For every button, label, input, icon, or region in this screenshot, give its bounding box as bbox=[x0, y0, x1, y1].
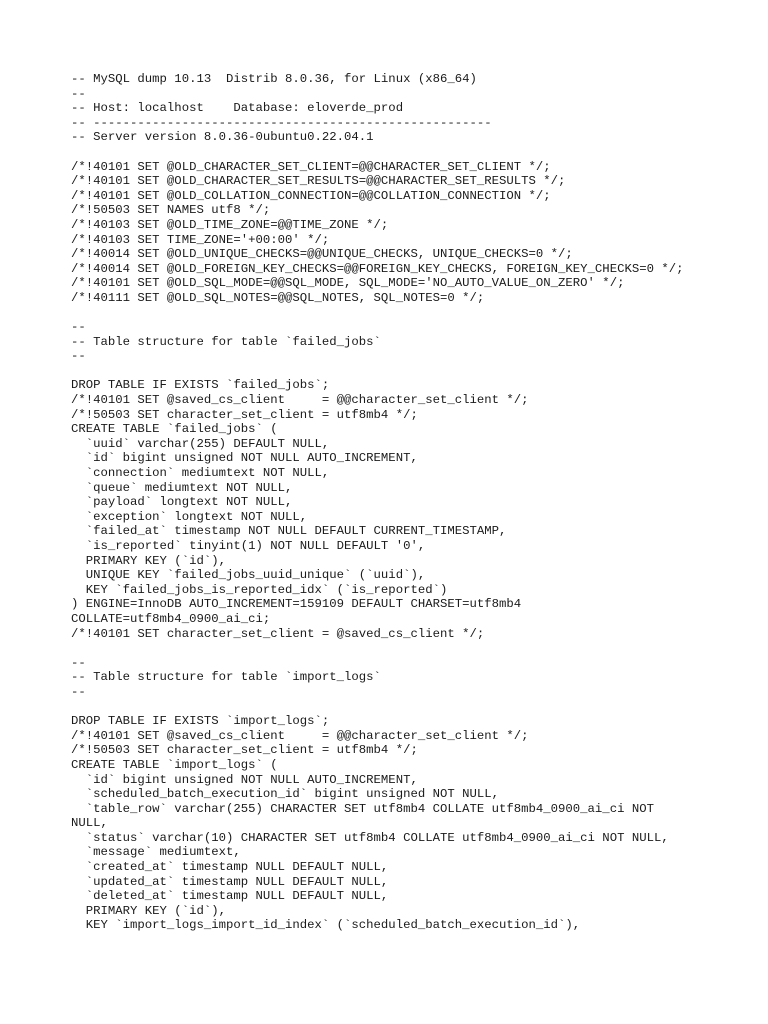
document-line: `status` varchar(10) CHARACTER SET utf8mb4 COLLATE utf8mb4_0900_ai_ci NOT NULL, bbox=[71, 830, 669, 845]
document-line: `updated_at` timestamp NULL DEFAULT NULL, bbox=[71, 874, 389, 889]
document-line: -- bbox=[71, 684, 86, 699]
document-line: DROP TABLE IF EXISTS `import_logs`; bbox=[71, 714, 330, 729]
document-line: PRIMARY KEY (`id`), bbox=[71, 553, 226, 568]
document-line: /*!40014 SET @OLD_UNIQUE_CHECKS=@@UNIQUE_CHECKS, UNIQUE_CHECKS=0 */; bbox=[71, 247, 573, 262]
document-line: `id` bigint unsigned NOT NULL AUTO_INCREMENT, bbox=[71, 451, 418, 466]
document-line bbox=[71, 641, 748, 656]
document-line: `deleted_at` timestamp NULL DEFAULT NULL, bbox=[71, 889, 389, 904]
document-line: /*!40103 SET TIME_ZONE='+00:00' */; bbox=[71, 232, 330, 247]
document-line: `id` bigint unsigned NOT NULL AUTO_INCREMENT, bbox=[71, 772, 418, 787]
document-line bbox=[71, 700, 748, 715]
document-line: `exception` longtext NOT NULL, bbox=[71, 509, 308, 524]
document-line: /*!50503 SET character_set_client = utf8mb4 */; bbox=[71, 407, 418, 422]
document-line: COLLATE=utf8mb4_0900_ai_ci; bbox=[71, 611, 271, 626]
document-line: CREATE TABLE `import_logs` ( bbox=[71, 757, 278, 772]
document-line: /*!50503 SET character_set_client = utf8mb4 */; bbox=[71, 743, 418, 758]
document-line: -- bbox=[71, 349, 86, 364]
document-line: KEY `failed_jobs_is_reported_idx` (`is_reported`) bbox=[71, 582, 448, 597]
document-line: `failed_at` timestamp NOT NULL DEFAULT CURRENT_TIMESTAMP, bbox=[71, 524, 507, 539]
document-line: -- MySQL dump 10.13 Distrib 8.0.36, for Linux (x86_64) bbox=[71, 72, 477, 86]
document-line: CREATE TABLE `failed_jobs` ( bbox=[71, 422, 278, 437]
document-line bbox=[71, 364, 748, 379]
document-line: /*!40103 SET @OLD_TIME_ZONE=@@TIME_ZONE */; bbox=[71, 217, 389, 232]
document-line: -- bbox=[71, 320, 86, 335]
document-line: `is_reported` tinyint(1) NOT NULL DEFAULT '0', bbox=[71, 539, 426, 553]
document-line: PRIMARY KEY (`id`), bbox=[71, 903, 226, 918]
document-line: DROP TABLE IF EXISTS `failed_jobs`; bbox=[71, 378, 330, 393]
document-line: ) ENGINE=InnoDB AUTO_INCREMENT=159109 DEFAULT CHARSET=utf8mb4 bbox=[71, 597, 522, 612]
document-line: `message` mediumtext, bbox=[71, 845, 241, 860]
document-line: /*!40101 SET @saved_cs_client = @@character_set_client */; bbox=[71, 728, 529, 743]
document-line: `queue` mediumtext NOT NULL, bbox=[71, 480, 293, 495]
document-line: NULL, bbox=[71, 816, 108, 831]
document-line: -- Host: localhost Database: eloverde_prod bbox=[71, 101, 404, 116]
document-line: `table_row` varchar(255) CHARACTER SET utf8mb4 COLLATE utf8mb4_0900_ai_ci NOT bbox=[71, 801, 654, 816]
document-line: `created_at` timestamp NULL DEFAULT NULL, bbox=[71, 860, 389, 875]
document-line: /*!40111 SET @OLD_SQL_NOTES=@@SQL_NOTES, SQL_NOTES=0 */; bbox=[71, 290, 485, 305]
document-line: `scheduled_batch_execution_id` bigint unsigned NOT NULL, bbox=[71, 787, 500, 802]
document-line: /*!40101 SET @saved_cs_client = @@character_set_client */; bbox=[71, 393, 529, 408]
document-line: `payload` longtext NOT NULL, bbox=[71, 495, 293, 510]
document-line: UNIQUE KEY `failed_jobs_uuid_unique` (`uuid`), bbox=[71, 568, 426, 583]
document-line: -- Table structure for table `failed_jobs` bbox=[71, 334, 381, 349]
document-line: /*!50503 SET NAMES utf8 */; bbox=[71, 203, 271, 218]
document-line: /*!40101 SET @OLD_COLLATION_CONNECTION=@@COLLATION_CONNECTION */; bbox=[71, 188, 551, 203]
document-line: -- bbox=[71, 86, 86, 101]
document-line: -- Table structure for table `import_logs` bbox=[71, 670, 381, 685]
document-line: -- bbox=[71, 655, 86, 670]
sql-dump-document bbox=[71, 72, 748, 933]
document-line: /*!40101 SET @OLD_SQL_MODE=@@SQL_MODE, SQL_MODE='NO_AUTO_VALUE_ON_ZERO' */; bbox=[71, 276, 625, 291]
document-line: KEY `import_logs_import_id_index` (`scheduled_batch_execution_id`), bbox=[71, 918, 581, 933]
document-line: `uuid` varchar(255) DEFAULT NULL, bbox=[71, 436, 330, 451]
document-line: -- ------------------------------------------------------ bbox=[71, 115, 492, 130]
document-line: /*!40101 SET @OLD_CHARACTER_SET_CLIENT=@@CHARACTER_SET_CLIENT */; bbox=[71, 159, 551, 174]
document-line bbox=[71, 145, 748, 160]
document-line: `connection` mediumtext NOT NULL, bbox=[71, 466, 330, 481]
document-line bbox=[71, 306, 748, 321]
document-line: /*!40014 SET @OLD_FOREIGN_KEY_CHECKS=@@FOREIGN_KEY_CHECKS, FOREIGN_KEY_CHECKS=0 */; bbox=[71, 261, 684, 276]
document-line: /*!40101 SET character_set_client = @saved_cs_client */; bbox=[71, 626, 485, 641]
document-line: -- Server version 8.0.36-0ubuntu0.22.04.1 bbox=[71, 130, 374, 145]
document-line: /*!40101 SET @OLD_CHARACTER_SET_RESULTS=@@CHARACTER_SET_RESULTS */; bbox=[71, 174, 566, 189]
